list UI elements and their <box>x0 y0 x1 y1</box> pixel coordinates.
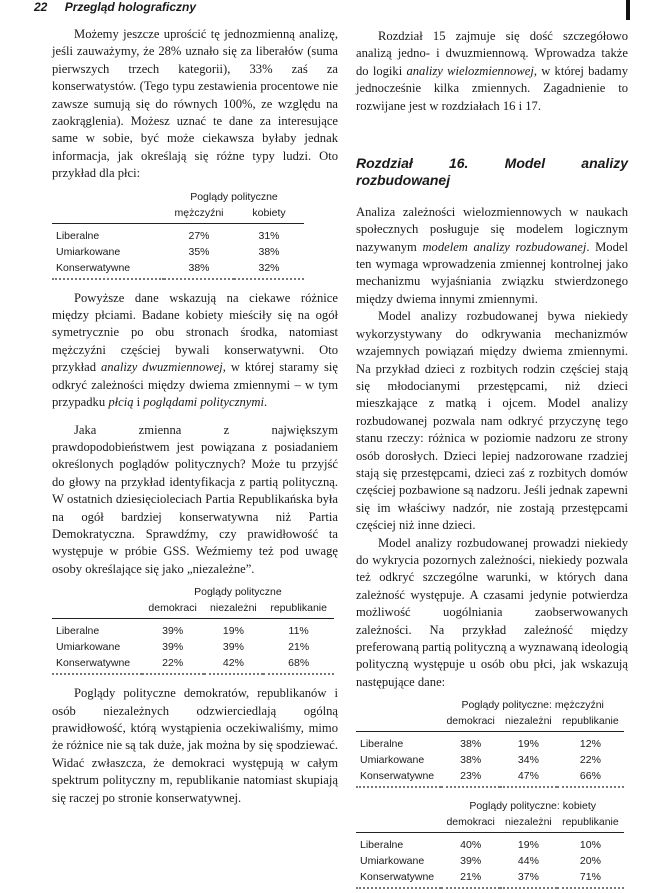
paragraph: Analiza zależności wielozmiennowych w naukach społecznych posługuje się modelem logicznym nazywanym modelem analizy rozbudowanej. Model ten wymaga wprowadzenia zmiennej kontrolnej jako mechanizmu wyjaśniania związku stwierdzonego między dwiema innymi zmiennymi. <box>356 204 628 306</box>
left-column <box>52 26 338 807</box>
running-title: Przegląd holograficzny <box>64 0 197 14</box>
table-title: Poglądy polityczne: kobiety <box>469 800 596 813</box>
table-row: Konserwatywne 23% 47% 66% <box>356 768 624 787</box>
table-title: Poglądy polityczne <box>190 190 278 203</box>
table-men <box>356 697 624 788</box>
table-party <box>52 584 334 675</box>
table-row: Liberalne 40% 19% 10% <box>360 839 601 852</box>
table-row: Umiarkowane 38% 34% 22% <box>360 754 601 767</box>
right-column <box>356 28 628 893</box>
column-header: niezależni <box>500 713 557 732</box>
column-header: republikanie <box>557 713 624 732</box>
table-title: Poglądy polityczne: mężczyźni <box>461 699 604 712</box>
table-row: Umiarkowane 39% 44% 20% <box>360 855 601 868</box>
paragraph: Jaka zmienna z największym prawdopodobieństwem jest powiązana z posiadaniem określonych poglądów politycznych? Może tu przyjść do głowy na przykład identyfikacja z partią polityczną. W ostatnich dziesięcioleciach Partia Republikańska była na ogół bardziej konserwatywna niż Partia Demokratyczna. Sprawdźmy, czy prawidłowość ta występuje w próbie GSS. Weźmiemy też pod uwagę osoby określające się jako „niezależne”. <box>52 422 338 576</box>
table-row: Konserwatywne 21% 37% 71% <box>356 869 624 888</box>
table-row: Liberalne 39% 19% 11% <box>56 625 309 638</box>
paragraph: Model analizy rozbudowanej bywa niekiedy wykorzystywany do odkrywania mechanizmów wzajemnych powiązań między dwiema zmiennymi. Na przykład dzieci z rozbitych rodzin częściej stają się młodocianymi przestępcami, niż dzieci mieszkające z matką i ojcem. Model analizy rozbudowanej pozwala nam odkryć przyczynę tego stanu rzeczy: różnica w poziomie nadzoru ze strony osób dorosłych. Dzieci lepiej nadzorowane rzadziej stają się przestępcami, dzieci zaś z rozbitych domów częściej pozbawione są nadzoru. Jeśli jednak zapewni się im właściwy nadzór, nie zostają przestępcami częściej niż inne dzieci. <box>356 309 628 533</box>
paragraph: Rozdział 15 zajmuje się dość szczegółowo analizą jedno- i dwuzmiennową. Wprowadza także do logiki analizy wielozmiennowej, w której badamy jednocześnie kilka zmiennych. Zagadnienie to rozwijane jest w rozdziałach 16 i 17. <box>356 29 628 113</box>
table-row: Liberalne 27% 31% <box>56 229 280 242</box>
column-header: republikanie <box>557 814 624 833</box>
corner-mark <box>626 0 630 20</box>
table-title: Poglądy polityczne <box>194 586 282 599</box>
column-header: demokraci <box>142 600 204 619</box>
column-header: demokraci <box>441 713 500 732</box>
paragraph: Poglądy polityczne demokratów, republikanów i osób niezależnych odzwierciedlają ogólną prawidłowość, którą wystąpienia oczekiwaliśmy, mimo że różnice nie są tak duże, jak można by się spodziewać. Widać zwłaszcza, że demokraci występują w całym spektrum polityczny m, republikanie natomiast skupiają się raczej po stronie konserwatywnej. <box>52 686 338 805</box>
table-women <box>356 798 624 889</box>
paragraph: Model analizy rozbudowanej prowadzi niekiedy do wykrycia pozornych zależności, niekiedy pozwala też odkryć szczególne warunki, w których dana zależność występuje. A czasami jedynie potwierdza możliwość uogólniania zaobserwowanych zależności. Na przykład zależność między preferowaną partią polityczną a wyznawaną ideologią polityczną występuje u osób obu płci, jak wskazują następujące dane: <box>356 535 628 689</box>
running-header <box>34 0 196 14</box>
table-row: Umiarkowane 35% 38% <box>56 245 280 258</box>
column-header: demokraci <box>441 814 500 833</box>
column-header: kobiety <box>234 205 304 224</box>
paragraph: Powyższe dane wskazują na ciekawe różnice między płciami. Badane kobiety mieściły się na ogół symetrycznie po obu stronach środka, natomiast mężczyźni częściej bywali konserwatywni. Oto przykład analizy dwuzmiennowej, w której staramy się odkryć zależności między dwiema zmiennymi – w tym przypadku płcią i poglądami politycznymi. <box>52 290 338 410</box>
table-row: Konserwatywne 22% 42% 68% <box>52 655 334 674</box>
column-header: mężczyźni <box>164 205 234 224</box>
table-row: Konserwatywne 38% 32% <box>52 260 304 279</box>
table-gender <box>52 189 304 280</box>
section-title: Rozdział 16. Model analizy rozbudowanej <box>356 155 628 189</box>
column-header: niezależni <box>500 814 557 833</box>
table-row: Umiarkowane 39% 39% 21% <box>56 641 310 654</box>
page-number: 22 <box>34 0 48 14</box>
column-header: niezależni <box>204 600 264 619</box>
column-header: republikanie <box>263 600 334 619</box>
table-row: Liberalne 38% 19% 12% <box>360 738 601 751</box>
paragraph: Możemy jeszcze uprościć tę jednozmienną analizę, jeśli zauważymy, że 28% uznało się za liberałów (suma pierwszych trzech kategorii), 33% zaś za konserwatystów. (Tego typu zestawienia procentowe nie zawsze sumują się do równych 100%, ze względu na zaokrąglenia). Możesz uznać te dane za interesujące same w sobie, być może ciekawsza byłaby jednak informacja, jak określają się różne typy ludzi. Oto przykład dla płci: <box>52 27 338 181</box>
